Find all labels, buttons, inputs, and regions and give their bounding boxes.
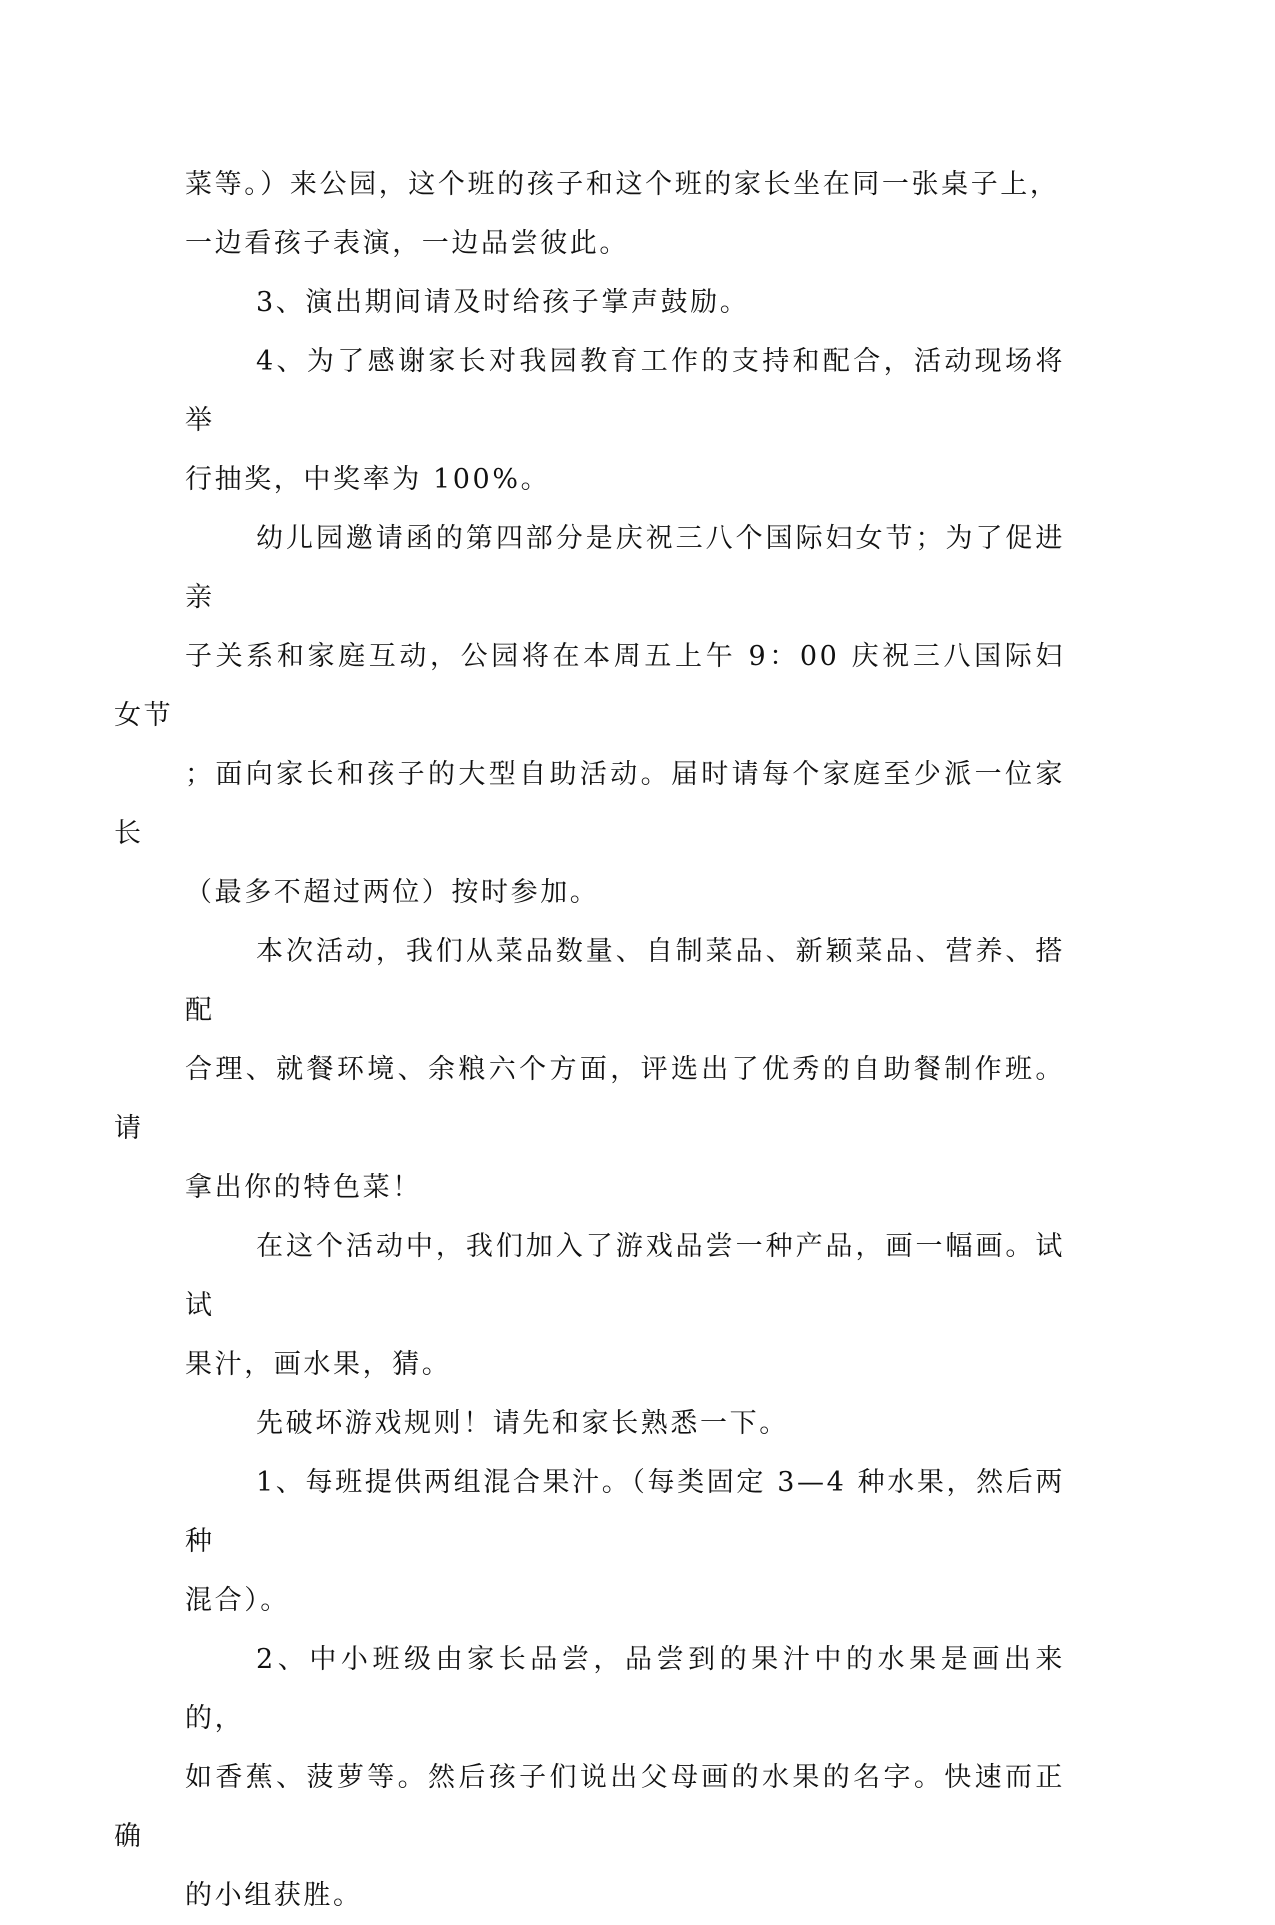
text-line: 2、中小班级由家长品尝，品尝到的果汁中的水果是画出来的， — [185, 1644, 1065, 1734]
paragraph — [185, 155, 1065, 273]
paragraph — [185, 1394, 1065, 1453]
paragraph — [114, 509, 1065, 922]
text-line: ；面向家长和孩子的大型自助活动。届时请每个家庭至少派一位家长 — [114, 759, 1065, 849]
paragraph — [185, 332, 1065, 509]
text-line: 混合）。 — [185, 1585, 290, 1616]
paragraph — [114, 1630, 1065, 1925]
text-line: 行抽奖，中奖率为 100%。 — [185, 464, 551, 495]
paragraph — [185, 1217, 1065, 1394]
document-body — [114, 155, 1065, 1925]
text-line: 4、为了感谢家长对我园教育工作的支持和配合，活动现场将举 — [185, 346, 1065, 436]
paragraph — [185, 273, 1065, 332]
text-line: （最多不超过两位）按时参加。 — [185, 877, 600, 908]
text-line: 1、每班提供两组混合果汁。（每类固定 3—4 种水果，然后两种 — [185, 1467, 1065, 1557]
text-line: 子关系和家庭互动，公园将在本周五上午 9：00 庆祝三八国际妇女节 — [114, 641, 1065, 731]
text-line: 本次活动，我们从菜品数量、自制菜品、新颖菜品、营养、搭配 — [185, 936, 1065, 1026]
text-line: 的小组获胜。 — [185, 1880, 363, 1911]
text-line: 菜等。）来公园，这个班的孩子和这个班的家长坐在同一张桌子上， — [185, 169, 1060, 200]
paragraph — [185, 1453, 1065, 1630]
text-line: 一边看孩子表演，一边品尝彼此。 — [185, 228, 629, 259]
text-line: 果汁，画水果，猜。 — [185, 1349, 452, 1380]
text-line: 如香蕉、菠萝等。然后孩子们说出父母画的水果的名字。快速而正确 — [114, 1762, 1065, 1852]
paragraph — [114, 922, 1065, 1217]
text-line: 在这个活动中，我们加入了游戏品尝一种产品，画一幅画。试试 — [185, 1231, 1065, 1321]
text-line: 先破坏游戏规则！请先和家长熟悉一下。 — [256, 1408, 789, 1439]
text-line: 3、演出期间请及时给孩子掌声鼓励。 — [256, 287, 750, 318]
text-line: 拿出你的特色菜！ — [185, 1172, 422, 1203]
text-line: 合理、就餐环境、余粮六个方面，评选出了优秀的自助餐制作班。请 — [114, 1054, 1065, 1144]
text-line: 幼儿园邀请函的第四部分是庆祝三八个国际妇女节；为了促进亲 — [185, 523, 1065, 613]
